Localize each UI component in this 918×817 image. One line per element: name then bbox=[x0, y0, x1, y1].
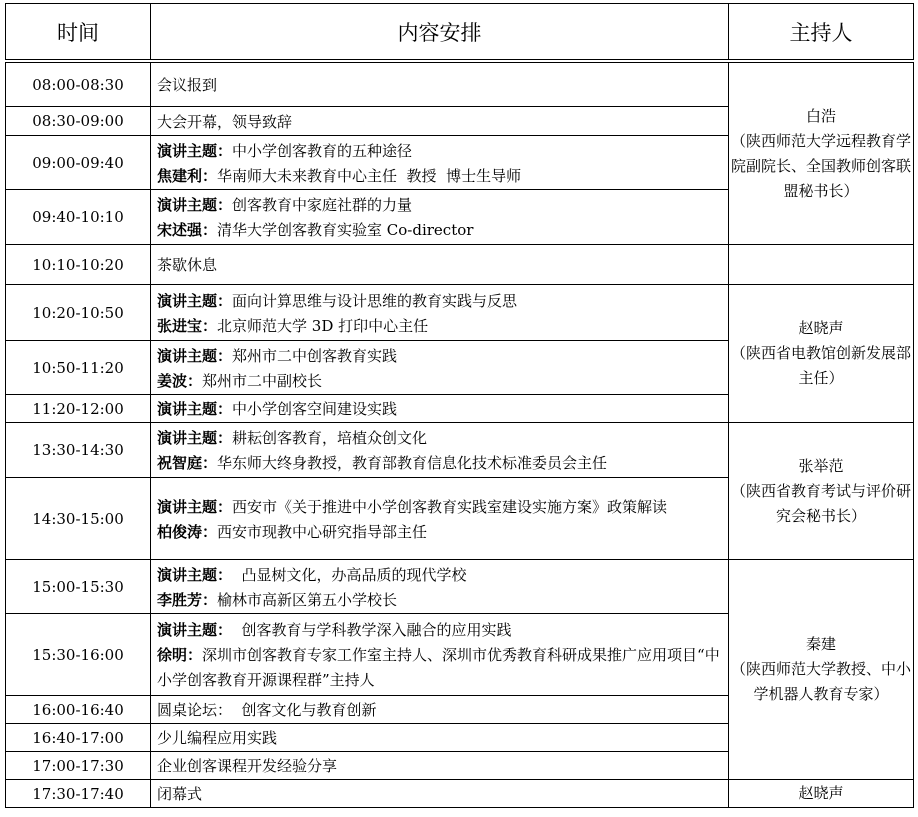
content-text: 郑州市二中创客教育实践 bbox=[232, 346, 398, 365]
schedule-table bbox=[5, 3, 914, 808]
host-cell bbox=[729, 63, 914, 245]
speaker-label: 演讲主题： bbox=[157, 565, 233, 584]
time-cell bbox=[6, 245, 151, 285]
content-line bbox=[157, 193, 724, 218]
speaker-label: 演讲主题： bbox=[157, 346, 233, 365]
speaker-label: 张进宝： bbox=[157, 316, 218, 335]
content-line bbox=[157, 164, 724, 189]
time-cell bbox=[6, 107, 151, 136]
speaker-label: 演讲主题： bbox=[157, 429, 233, 447]
speaker-label: 姜波： bbox=[157, 371, 203, 390]
host-cell bbox=[729, 780, 914, 808]
content-line bbox=[157, 495, 724, 520]
content-cell bbox=[151, 395, 729, 423]
content-text: 清华大学创客教育实验室 Co-director bbox=[217, 221, 474, 239]
content-line bbox=[157, 218, 724, 243]
content-line bbox=[157, 369, 724, 394]
content-text: 面向计算思维与设计思维的教育实践与反思 bbox=[232, 291, 518, 310]
host-description: （陕西省电教馆创新发展部主任） bbox=[731, 344, 912, 387]
content-line bbox=[157, 563, 724, 588]
time-label: 10:20-10:50 bbox=[32, 303, 124, 322]
time-cell bbox=[6, 560, 151, 614]
schedule-row bbox=[6, 423, 914, 478]
time-label: 11:20-12:00 bbox=[32, 399, 124, 418]
content-cell bbox=[151, 724, 729, 752]
schedule-row bbox=[6, 285, 914, 341]
time-label: 13:30-14:30 bbox=[32, 441, 124, 459]
time-label: 08:00-08:30 bbox=[32, 75, 124, 94]
content-line bbox=[157, 726, 724, 751]
content-text: 会议报到 bbox=[157, 76, 218, 94]
host-cell bbox=[729, 285, 914, 423]
content-cell bbox=[151, 560, 729, 614]
schedule-row bbox=[6, 780, 914, 808]
content-text: 中小学创客教育的五种途径 bbox=[232, 141, 413, 160]
host-description: （陕西省教育考试与评价研究会秘书长） bbox=[731, 481, 912, 525]
speaker-label: 宋述强： bbox=[157, 221, 218, 239]
header-content: 内容安排 bbox=[151, 4, 729, 60]
time-cell bbox=[6, 63, 151, 107]
host-name: 张举范 bbox=[798, 456, 844, 475]
content-text: 耕耘创客教育，培植众创文化 bbox=[232, 429, 428, 447]
content-text: 凸显树文化，办高品质的现代学校 bbox=[232, 565, 467, 584]
time-cell bbox=[6, 696, 151, 724]
content-text: 榆林市高新区第五小学校长 bbox=[217, 590, 398, 609]
content-cell bbox=[151, 107, 729, 136]
content-line bbox=[157, 588, 724, 613]
content-text: 郑州市二中副校长 bbox=[202, 371, 323, 390]
header-host: 主持人 bbox=[729, 4, 914, 60]
time-label: 15:00-15:30 bbox=[32, 577, 124, 596]
time-label: 09:40-10:10 bbox=[32, 208, 124, 226]
content-text: 少儿编程应用实践 bbox=[157, 729, 278, 747]
content-line bbox=[157, 139, 724, 164]
content-line bbox=[157, 618, 724, 643]
content-line bbox=[157, 754, 724, 779]
content-line bbox=[157, 344, 724, 369]
time-cell bbox=[6, 780, 151, 808]
content-line bbox=[157, 289, 724, 314]
time-cell bbox=[6, 614, 151, 696]
content-cell bbox=[151, 478, 729, 560]
content-text: 茶歇休息 bbox=[157, 256, 218, 274]
content-cell bbox=[151, 63, 729, 107]
schedule-row bbox=[6, 245, 914, 285]
time-cell bbox=[6, 478, 151, 560]
host-description: （陕西师范大学远程教育学院副院长、全国教师创客联盟秘书长） bbox=[731, 131, 912, 200]
host-name: 秦建 bbox=[805, 635, 836, 653]
host-name: 赵晓声 bbox=[798, 319, 844, 337]
content-cell bbox=[151, 696, 729, 724]
content-line bbox=[157, 520, 724, 545]
host-cell bbox=[729, 423, 914, 560]
content-text: 创客教育与学科教学深入融合的应用实践 bbox=[232, 621, 512, 639]
content-line bbox=[157, 451, 724, 476]
time-cell bbox=[6, 724, 151, 752]
content-text: 企业创客课程开发经验分享 bbox=[157, 757, 338, 775]
time-label: 15:30-16:00 bbox=[32, 645, 124, 664]
host-name: 白浩 bbox=[805, 106, 836, 125]
speaker-label: 演讲主题： bbox=[157, 400, 233, 418]
time-label: 09:00-09:40 bbox=[32, 153, 124, 172]
content-cell bbox=[151, 285, 729, 341]
content-line bbox=[157, 73, 724, 98]
content-cell bbox=[151, 423, 729, 478]
host-cell bbox=[729, 560, 914, 780]
content-line bbox=[157, 698, 724, 723]
time-label: 14:30-15:00 bbox=[32, 509, 124, 528]
content-text: 西安市《关于推进中小学创客教育实践室建设实施方案》政策解读 bbox=[232, 497, 668, 516]
header-time: 时间 bbox=[6, 4, 151, 60]
time-label: 17:30-17:40 bbox=[32, 784, 124, 803]
speaker-label: 演讲主题： bbox=[157, 196, 233, 214]
time-cell bbox=[6, 136, 151, 190]
content-text: 深圳市创客教育专家工作室主持人、深圳市优秀教育科研成果推广应用项目“中小学创客教育开源课程群”主持人 bbox=[157, 646, 720, 689]
content-cell bbox=[151, 190, 729, 245]
content-text: 中小学创客空间建设实践 bbox=[232, 400, 398, 418]
content-line bbox=[157, 397, 724, 422]
content-text: 西安市现教中心研究指导部主任 bbox=[217, 522, 428, 541]
speaker-label: 演讲主题： bbox=[157, 291, 233, 310]
content-line bbox=[157, 782, 724, 807]
host-name: 赵晓声 bbox=[798, 784, 844, 802]
content-cell bbox=[151, 780, 729, 808]
time-label: 17:00-17:30 bbox=[32, 756, 124, 775]
time-cell bbox=[6, 190, 151, 245]
content-text: 北京师范大学 3D 打印中心主任 bbox=[217, 316, 429, 335]
header-row bbox=[6, 4, 914, 60]
content-line bbox=[157, 426, 724, 451]
speaker-label: 演讲主题： bbox=[157, 141, 233, 160]
host-cell-empty bbox=[729, 245, 914, 285]
content-line bbox=[157, 314, 724, 339]
content-text: 闭幕式 bbox=[157, 785, 203, 803]
time-cell bbox=[6, 395, 151, 423]
content-cell bbox=[151, 614, 729, 696]
time-label: 10:10-10:20 bbox=[32, 255, 124, 274]
content-text: 大会开幕，领导致辞 bbox=[157, 112, 293, 131]
content-line bbox=[157, 643, 724, 693]
content-line bbox=[157, 253, 724, 278]
time-cell bbox=[6, 285, 151, 341]
speaker-label: 祝智庭： bbox=[157, 454, 218, 472]
time-cell bbox=[6, 423, 151, 478]
content-cell bbox=[151, 136, 729, 190]
content-text: 创客教育中家庭社群的力量 bbox=[232, 196, 413, 214]
speaker-label: 徐明： bbox=[157, 646, 203, 664]
content-text: 华东师大终身教授，教育部教育信息化技术标准委员会主任 bbox=[217, 454, 608, 472]
content-cell bbox=[151, 245, 729, 285]
speaker-label: 演讲主题： bbox=[157, 621, 233, 639]
time-label: 08:30-09:00 bbox=[32, 112, 124, 130]
speaker-label: 李胜芳： bbox=[157, 590, 218, 609]
schedule-row bbox=[6, 560, 914, 614]
time-label: 16:40-17:00 bbox=[32, 728, 124, 747]
speaker-label: 柏俊涛： bbox=[157, 522, 218, 541]
content-text: 华南师大未来教育中心主任 教授 博士生导师 bbox=[217, 166, 522, 185]
time-cell bbox=[6, 341, 151, 395]
time-cell bbox=[6, 752, 151, 780]
speaker-label: 演讲主题： bbox=[157, 497, 233, 516]
schedule-row bbox=[6, 63, 914, 107]
content-cell bbox=[151, 341, 729, 395]
content-text: 圆桌论坛： 创客文化与教育创新 bbox=[157, 701, 377, 719]
time-label: 16:00-16:40 bbox=[32, 700, 124, 719]
content-cell bbox=[151, 752, 729, 780]
host-description: （陕西师范大学教授、中小学机器人教育专家） bbox=[731, 660, 912, 703]
speaker-label: 焦建利： bbox=[157, 166, 218, 185]
time-label: 10:50-11:20 bbox=[32, 358, 124, 377]
content-line bbox=[157, 110, 724, 135]
